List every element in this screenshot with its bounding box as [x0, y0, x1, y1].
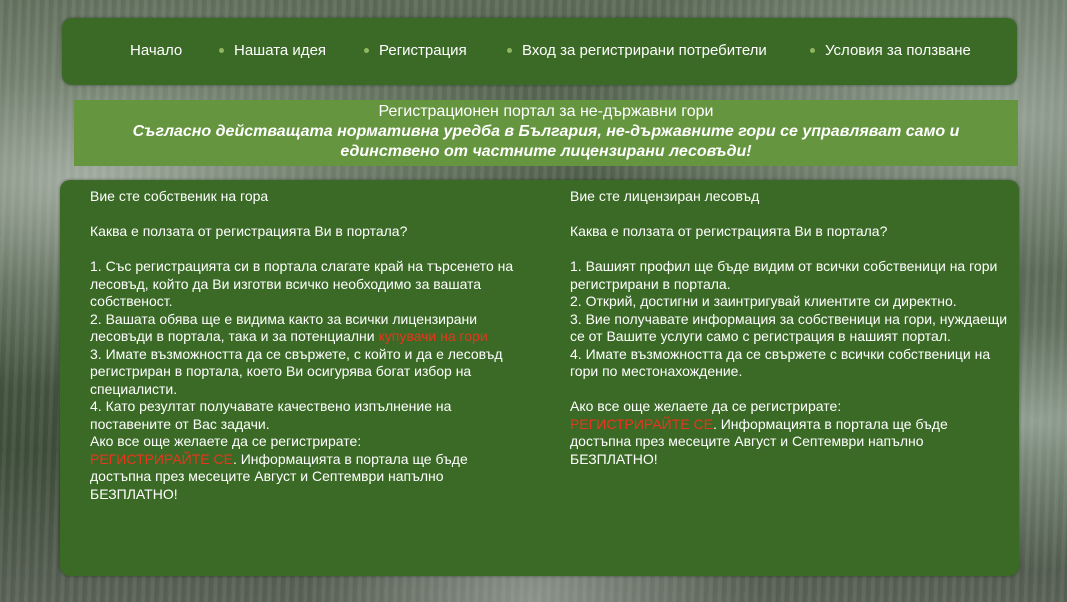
- forester-point-3: 3. Вие получавате информация за собственици на гори, нуждаещи се от Вашите услуги само с регистрация в нашият портал.: [570, 310, 1008, 344]
- nav-item-terms[interactable]: Условия за ползване: [825, 42, 971, 59]
- owner-point-4: 4. Като резултат получавате качествено изпълнение на поставените от Вас задачи.: [90, 398, 452, 432]
- nav-item-home[interactable]: Начало: [130, 42, 183, 59]
- owner-point-3: 3. Имате възможността да се свържете, с който и да е лесовъд регистриран в портала, което Ви осигурява богат избор на специалисти.: [90, 345, 503, 397]
- owner-still-text: Ако все още желаете да се регистрирате:: [90, 433, 362, 449]
- owner-point-2: [90, 311, 528, 346]
- forester-info-text: . Информацията в портала ще бъде достъпна през месеците Август и Септември напълно БЕЗПЛАТНО!: [570, 415, 948, 467]
- forest-owner-column: [90, 188, 528, 503]
- banner-title: Регистрационен портал за не-държавни гори: [378, 103, 714, 120]
- forester-question: Каква е ползата от регистрацията Ви в портала?: [570, 223, 888, 239]
- nav-item-login[interactable]: Вход за регистрирани потребители: [522, 42, 767, 59]
- nav-menu: [62, 41, 1017, 63]
- nav-item-our-idea[interactable]: Нашата идея: [234, 42, 327, 59]
- bullet-icon: [219, 48, 224, 53]
- forester-point-4: 4. Имате възможността да се свържете с всички собственици на гори по местонахождение.: [570, 345, 991, 379]
- bullet-icon: [507, 48, 512, 53]
- forester-still-text: Ако все още желаете да се регистрирате:: [570, 398, 842, 414]
- content-panel: [60, 180, 1019, 576]
- forester-column: [570, 188, 1010, 468]
- forester-register-line: [570, 416, 1010, 469]
- forester-register-link[interactable]: РЕГИСТРИРАЙТЕ СЕ: [570, 415, 713, 432]
- bullet-icon: [810, 48, 815, 53]
- forest-buyers-link[interactable]: купувачи на гори: [378, 328, 488, 344]
- owner-point-1: 1. Със регистрацията си в портала слагате край на търсенето на лесовъд, който да Ви изготви всичко необходимо за вашата собственост.: [90, 258, 514, 309]
- owner-register-line: [90, 451, 528, 504]
- forester-heading: Вие сте лицензиран лесовъд: [570, 188, 760, 204]
- forester-point-1: 1. Вашият профил ще бъде видим от всички собственици на гори регистрирани в портала.: [570, 258, 998, 292]
- portal-banner: [74, 100, 1018, 166]
- owner-heading: Вие сте собственик на гора: [90, 188, 269, 204]
- forester-point-2: 2. Открий, достигни и заинтригувай клиентите си директно.: [570, 293, 957, 309]
- owner-info-text: . Информацията в портала ще бъде достъпна през месеците Август и Септември напълно БЕЗПЛАТНО!: [90, 450, 468, 502]
- nav-item-registration[interactable]: Регистрация: [379, 42, 467, 59]
- owner-question: Каква е ползата от регистрацията Ви в портала?: [90, 223, 408, 239]
- owner-register-link[interactable]: РЕГИСТРИРАЙТЕ СЕ: [90, 450, 233, 467]
- top-nav-bar: [62, 18, 1017, 85]
- banner-subtitle: Съгласно действащата нормативна уредба в България, не-държавните гори се управляват само и единствено от частните лицензирани лесовъди!: [132, 123, 960, 160]
- bullet-icon: [364, 48, 369, 53]
- owner-point-2-text: 2. Вашата обява ще е видима както за всички лицензирани лесовъди в портала, така и за потенциални: [90, 310, 478, 344]
